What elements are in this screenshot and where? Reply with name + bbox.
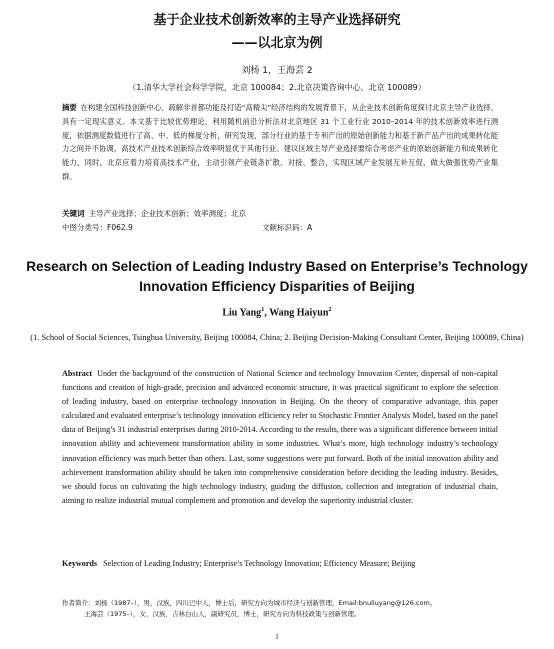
footnote-line-1: 作者简介：刘杨（1987–），男，汉族，四川巴中人，博士后，研究方向为城市经济与创新管理，Email:bnuliuyang@126.com。 [62,599,437,607]
zh-affiliation: （1.清华大学社会科学学院，北京 100084；2.北京决策咨询中心，北京 100089） [128,83,426,92]
en-keywords-text: Selection of Leading Industry; Enterprise’s Technology Innovation; Efficiency Measure; Beijing [103,559,416,568]
page-number: 1 [275,633,279,641]
en-abstract [62,367,498,508]
en-abstract-text: Under the background of the construction of National Science and technology Innovation Center, dispersal of non-capital functions and creation of high-grade, precision and advanced economic structure, it was practical significant to explore the selection of leading industry, based on enterprise technology innovation in Beijing. On the theory of comparative advantage, this paper calculated and evaluated enterprise’s technology innovation efficiency refer to Stochastic Frontier Analysis Model, based on the panel data of Beijing’s 31 industrial enterprises during 2010-2014. According to the results, there was a significant difference between initial innovation ability and achievement transformation ability in some industries. What’s more, high technology industry’s technology innovation efficiency was much better than others. Last, some suggestions were put forward. Both of the initial innovation ability and achievement transformation ability should be taken into comprehensive consideration before deciding the leading industry. Besides, we should focus on cultivating the high technology industry, guiding the diffusion, collection and integration of industrial chain, aiming to realize industrial mutual complement and promotion and develop the superiority industrial cluster. [62,369,498,505]
en-author-separator: , [264,307,270,319]
zh-title-line1: 基于企业技术创新效率的主导产业选择研究 [153,13,401,28]
zh-keywords-label: 关键词 [62,209,85,218]
zh-title-line2: ——以北京为例 [231,36,323,51]
en-authors [0,306,554,318]
zh-doc-label: 文献标识码： [262,223,307,232]
author-footnote [62,598,532,620]
zh-clc [62,222,133,233]
zh-abstract-label: 摘要 [62,103,77,112]
en-title: Research on Selection of Leading Industry Based on Enterprise’s Technology Innovation Efficiency Disparities of Beijing [26,259,528,294]
en-keywords-label: Keywords [62,559,98,568]
zh-keywords [62,208,246,219]
zh-clc-value: F062.9 [107,223,133,232]
en-author-2-sup: 2 [328,306,332,313]
footnote-line-2: 王海芸（1975–），女，汉族，吉林白山人，副研究员，博士，研究方向为科技政策与创新管理。 [84,610,361,618]
zh-doc-code [262,222,312,233]
en-author-2: Wang Haiyun [269,307,329,319]
zh-abstract-text: 在构建全国科技创新中心、疏解非首都功能及打造“高精尖”经济结构的发展背景下，从企业技术创新角度探讨北京主导产业选择，具有一定现实意义。本文基于比较优势理论，利用随机前沿分析法对北京地区 31 个工业行业 2010–2014 年的技术创新效率进行测度，依据测度数值进行了高、中、低的梯度分析，研究发现，部分行业的基于专利产出的原始创新能力和基于新产品产出的成果转化能力之间并不协调，高技术产业技术创新综合效率明显优于其他行业。建议区域主导产业选择要综合考虑产业的原始创新能力和成果转化能力，同时，北京应着力培育高技术产业，主动引领产业链条扩散、对接、整合，实现区域产业发展互补互促，做大做强优势产业集群。 [62,103,498,181]
zh-abstract [62,101,498,184]
zh-keywords-text: 主导产业选择；企业技术创新；效率测度；北京 [88,209,246,218]
en-affiliation: (1. School of Social Sciences, Tsinghua University, Beijing 100084, China; 2. Beijing Decision-Making Consultant Center, Beijing 100089, China) [30,333,524,342]
en-abstract-label: Abstract [62,369,93,378]
en-author-1: Liu Yang [222,307,262,319]
en-keywords [62,557,498,571]
zh-authors: 刘杨 1，王海芸 2 [241,66,313,76]
zh-doc-value: A [307,223,313,232]
zh-clc-label: 中图分类号： [62,223,107,232]
en-author-1-sup: 1 [261,306,265,313]
